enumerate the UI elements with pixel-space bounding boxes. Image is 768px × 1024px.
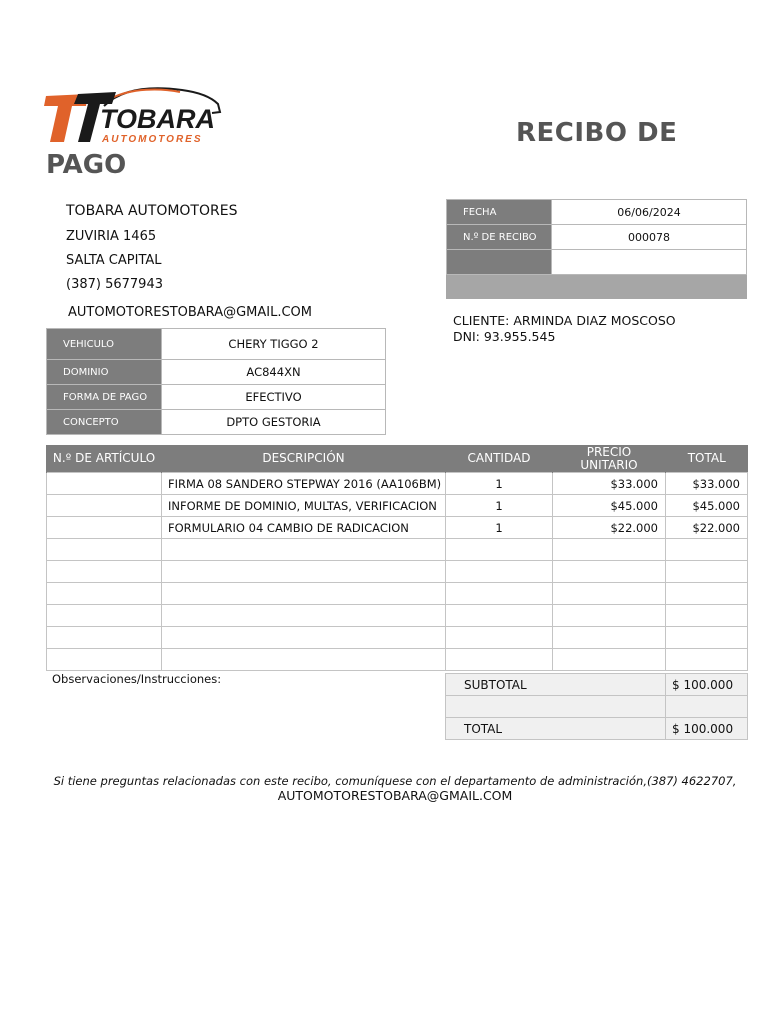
cell-articulo: [47, 473, 162, 495]
blank-totals-value: [666, 696, 748, 718]
blank-info-value: [552, 250, 747, 275]
cell-descripcion: FIRMA 08 SANDERO STEPWAY 2016 (AA106BM): [162, 473, 446, 495]
header-cantidad: CANTIDAD: [446, 445, 553, 473]
logo-sub-text: AUTOMOTORES: [102, 134, 203, 145]
concepto-value: DPTO GESTORIA: [162, 410, 386, 435]
company-email: AUTOMOTORESTOBARA@GMAIL.COM: [68, 305, 313, 320]
blank-totals-label: [446, 696, 666, 718]
fecha-value: 06/06/2024: [552, 200, 747, 225]
cell-precio-unitario: $33.000: [553, 473, 666, 495]
blank-info-label: [447, 250, 552, 275]
recibo-label: N.º DE RECIBO: [447, 225, 552, 250]
cell-precio-unitario: [553, 605, 666, 627]
cell-articulo: [47, 517, 162, 539]
vehicle-row: [47, 360, 386, 385]
cell-articulo: [47, 649, 162, 671]
table-row: [47, 495, 748, 517]
cell-descripcion: [162, 539, 446, 561]
page-title-line2: PAGO: [46, 150, 127, 180]
forma-pago-value: EFECTIVO: [162, 385, 386, 410]
vehicle-table: [46, 328, 386, 435]
cell-precio-unitario: [553, 627, 666, 649]
cell-cantidad: [446, 583, 553, 605]
vehicle-row: [47, 385, 386, 410]
cell-cantidad: 1: [446, 517, 553, 539]
total-label: TOTAL: [446, 718, 666, 740]
receipt-info-table: [446, 199, 747, 299]
cell-cantidad: 1: [446, 473, 553, 495]
cell-precio-unitario: $45.000: [553, 495, 666, 517]
company-name: TOBARA AUTOMOTORES: [66, 203, 238, 219]
client-dni: DNI: 93.955.545: [453, 329, 556, 344]
cell-articulo: [47, 583, 162, 605]
header-precio-line1: PRECIO: [586, 444, 632, 459]
blank-info-row: [447, 250, 747, 275]
subtotal-row: [446, 674, 748, 696]
cell-cantidad: [446, 539, 553, 561]
cell-cantidad: [446, 561, 553, 583]
cell-total: $45.000: [666, 495, 748, 517]
header-precio-unitario: [553, 445, 666, 473]
cell-total: [666, 627, 748, 649]
fecha-row: [447, 200, 747, 225]
table-row: [47, 605, 748, 627]
blank-totals-row: [446, 696, 748, 718]
dominio-label: DOMINIO: [47, 360, 162, 385]
gray-band: [447, 275, 747, 299]
cell-cantidad: 1: [446, 495, 553, 517]
concepto-label: CONCEPTO: [47, 410, 162, 435]
forma-pago-label: FORMA DE PAGO: [47, 385, 162, 410]
cell-articulo: [47, 539, 162, 561]
items-table: [46, 445, 748, 671]
header-descripcion: DESCRIPCIÓN: [162, 445, 446, 473]
cell-total: [666, 605, 748, 627]
cell-total: [666, 649, 748, 671]
company-logo: [42, 84, 224, 146]
dominio-value: AC844XN: [162, 360, 386, 385]
cell-precio-unitario: [553, 649, 666, 671]
cell-precio-unitario: $22.000: [553, 517, 666, 539]
cell-descripcion: FORMULARIO 04 CAMBIO DE RADICACION: [162, 517, 446, 539]
header-articulo: N.º DE ARTÍCULO: [47, 445, 162, 473]
totals-table: [445, 673, 748, 740]
table-row: [47, 517, 748, 539]
total-row: [446, 718, 748, 740]
table-row: [47, 539, 748, 561]
vehiculo-value: CHERY TIGGO 2: [162, 329, 386, 360]
gray-band-row: [447, 275, 747, 299]
cell-total: [666, 539, 748, 561]
table-row: [47, 583, 748, 605]
company-street: ZUVIRIA 1465: [66, 229, 157, 244]
client-name: CLIENTE: ARMINDA DIAZ MOSCOSO: [453, 313, 676, 328]
observaciones-label: Observaciones/Instrucciones:: [52, 672, 222, 686]
cell-total: [666, 583, 748, 605]
header-precio-line2: UNITARIO: [580, 457, 638, 472]
table-row: [47, 649, 748, 671]
cell-cantidad: [446, 649, 553, 671]
client-block: [453, 313, 676, 345]
logo-brand-text: TOBARA: [100, 104, 216, 134]
logo-car-accent: [112, 90, 180, 98]
vehicle-row: [47, 410, 386, 435]
vehiculo-label: VEHICULO: [47, 329, 162, 360]
header-total: TOTAL: [666, 445, 748, 473]
footer-contact-note: Si tiene preguntas relacionadas con este recibo, comuníquese con el departamento de administración,(387) 4622707,: [53, 774, 737, 788]
cell-cantidad: [446, 627, 553, 649]
recibo-row: [447, 225, 747, 250]
total-value: $ 100.000: [666, 718, 748, 740]
footer-email: AUTOMOTORESTOBARA@GMAIL.COM: [277, 788, 513, 803]
cell-descripcion: [162, 583, 446, 605]
cell-descripcion: [162, 605, 446, 627]
table-row: [47, 473, 748, 495]
company-phone: (387) 5677943: [66, 277, 163, 292]
cell-descripcion: [162, 561, 446, 583]
items-header-row: [47, 445, 748, 473]
company-city: SALTA CAPITAL: [66, 253, 162, 268]
cell-precio-unitario: [553, 539, 666, 561]
page-title-line1: RECIBO DE: [516, 118, 678, 148]
items-body: [47, 473, 748, 671]
table-row: [47, 627, 748, 649]
table-row: [47, 561, 748, 583]
cell-descripcion: [162, 649, 446, 671]
fecha-label: FECHA: [447, 200, 552, 225]
subtotal-value: $ 100.000: [666, 674, 748, 696]
cell-articulo: [47, 495, 162, 517]
cell-articulo: [47, 627, 162, 649]
cell-total: [666, 561, 748, 583]
cell-precio-unitario: [553, 583, 666, 605]
cell-articulo: [47, 605, 162, 627]
cell-total: $33.000: [666, 473, 748, 495]
cell-descripcion: [162, 627, 446, 649]
cell-descripcion: INFORME DE DOMINIO, MULTAS, VERIFICACION: [162, 495, 446, 517]
vehicle-row: [47, 329, 386, 360]
cell-total: $22.000: [666, 517, 748, 539]
cell-articulo: [47, 561, 162, 583]
cell-cantidad: [446, 605, 553, 627]
recibo-value: 000078: [552, 225, 747, 250]
cell-precio-unitario: [553, 561, 666, 583]
subtotal-label: SUBTOTAL: [446, 674, 666, 696]
